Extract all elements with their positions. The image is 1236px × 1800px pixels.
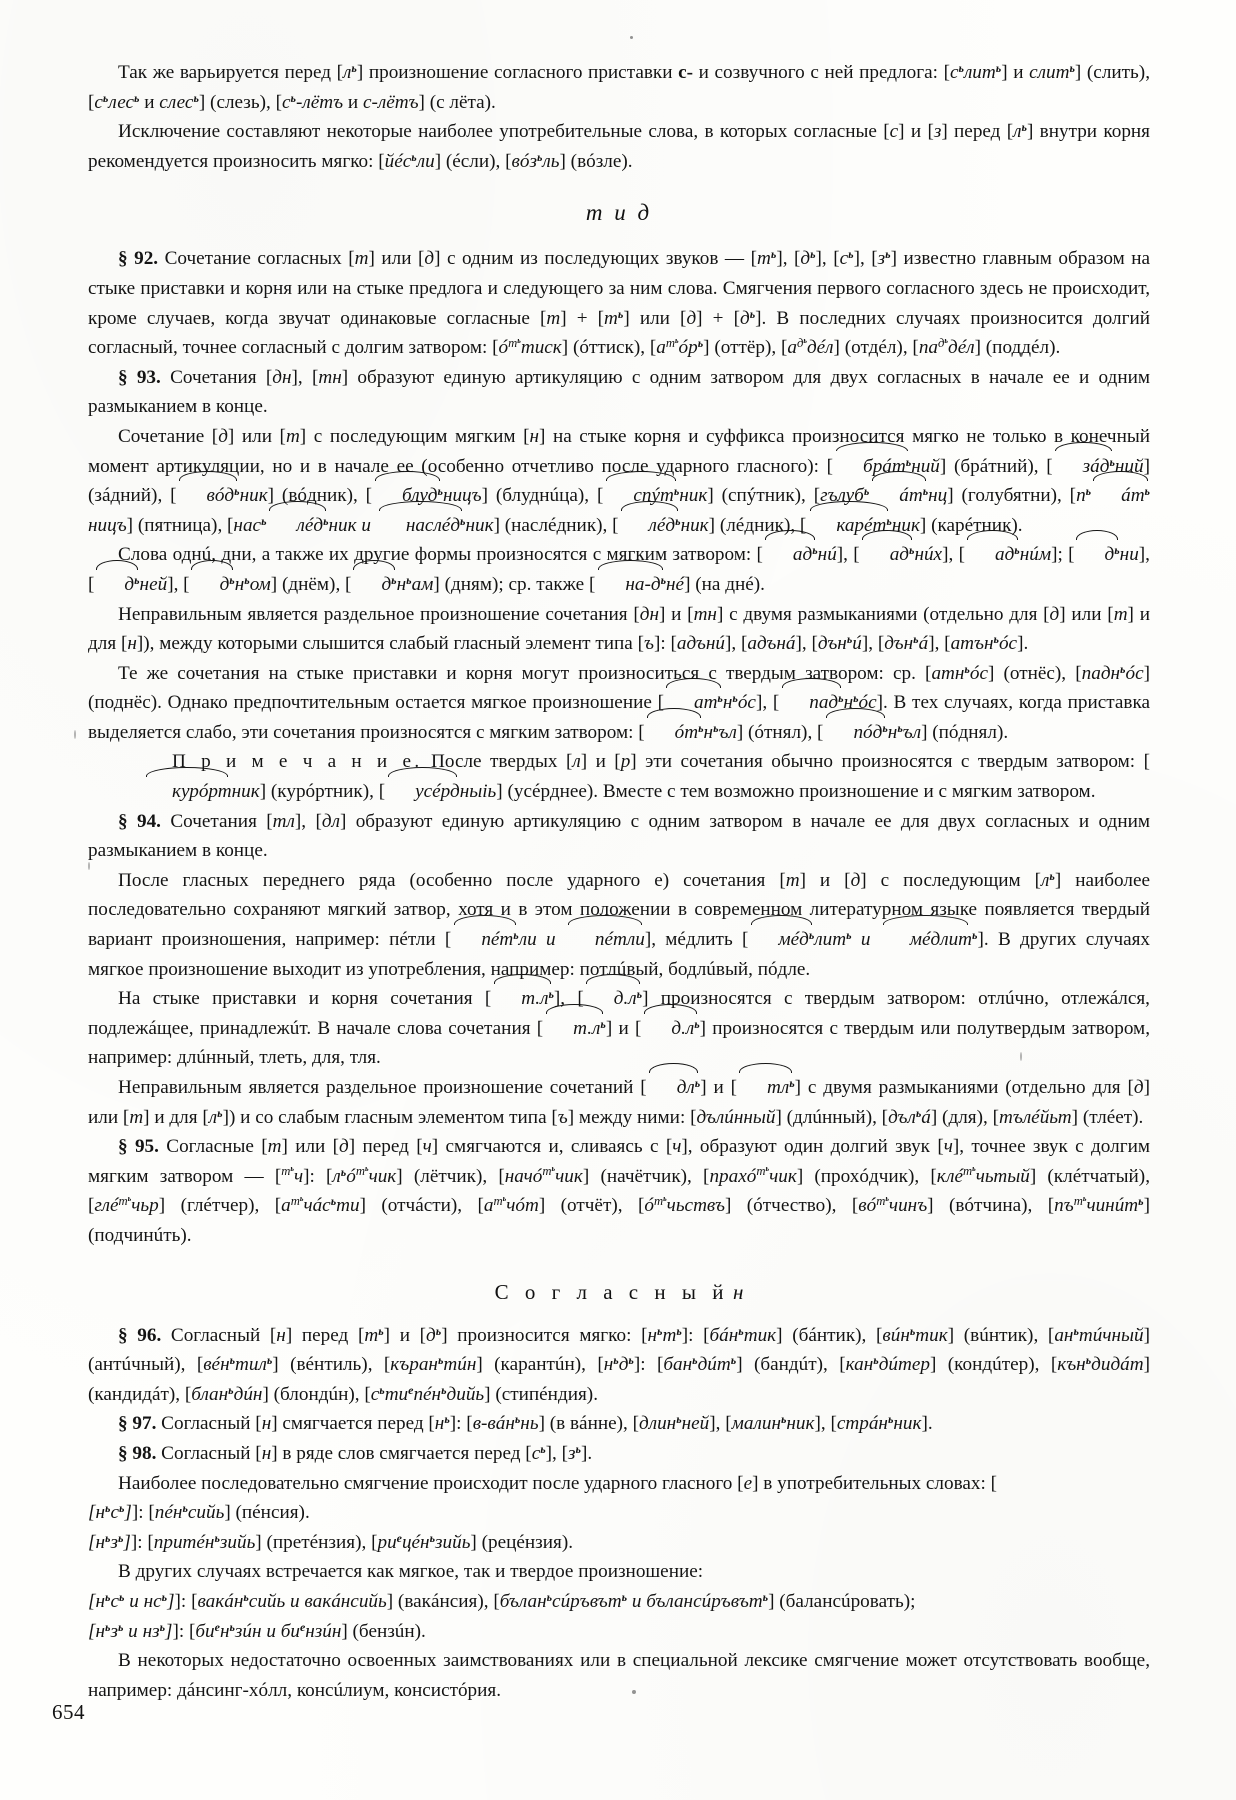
transcription: $а^{д^ь}дéл$ [787, 335, 834, 359]
transcription: блан$^ь$дúн [191, 1382, 263, 1405]
superscript-cluster: ть [508, 335, 521, 350]
transcription: тн [318, 366, 342, 388]
transcription [641, 1018, 699, 1039]
superscript-cluster: дь [796, 335, 807, 350]
transcription: [$н^ьс^ь$ и $нс^ь$] [88, 1589, 175, 1612]
transcription: дл [321, 810, 340, 832]
transcription: карéт$^ь$ник [806, 515, 920, 536]
transcription: начó$^{т^ь}$чик [504, 1164, 583, 1187]
tie-arc: пéтли [565, 925, 645, 955]
transcription [543, 1018, 606, 1039]
tie-arc: $д^ь$ [190, 570, 235, 600]
transcription: $с^ь$ [839, 247, 854, 270]
tie-arc: вóд$^ь$ [177, 481, 240, 511]
transcription: $д^ь$ [426, 1323, 442, 1346]
transcription: т [285, 425, 300, 447]
transcription [737, 1077, 795, 1098]
transcription: н [261, 1442, 272, 1464]
transcription: д [1049, 603, 1060, 625]
transcription: адънú [676, 633, 726, 655]
section-number-93: § 93. [118, 366, 161, 388]
page-number: 654 [52, 1700, 85, 1724]
transcription: ъ [644, 633, 654, 655]
transcription: [$н^ьз^ь$ и $нз^ь$] [88, 1619, 173, 1642]
transcription: $д^ьней$ [94, 574, 167, 595]
section-number-98: § 98. [118, 1442, 157, 1464]
section-number-92: § 92. [118, 248, 159, 270]
section-94-body-2: На стыке приставки и корня сочетания [ $т.л^ь$], [ $д.л^ь$] произносятся с твердым затвором: отлúчно, отлежáлся, подлежáщее, принадлежúт. В начале слова сочетания [ $т.л^ь$] и [ $д.л^ь$] произносятся с твердым или полутвердым затвором, например: длúнный, тлеть, для, тля. [88, 984, 1150, 1073]
transcription: е [743, 1472, 753, 1494]
transcription: т [1113, 603, 1128, 625]
transcription: $н^ь$ [434, 1412, 450, 1435]
tie-arc: $т.л^ь$ [491, 984, 554, 1014]
transcription: стрáн$^ь$ник [836, 1412, 922, 1435]
transcription: $с^ь$-лётъ [282, 90, 344, 113]
transcription: тълéйьт [999, 1106, 1072, 1128]
transcription: $^{т^ь}$ч [281, 1164, 304, 1187]
section-heading-t-and-d [88, 198, 1150, 228]
section-heading-text: С о г л а с н ы й [494, 1279, 729, 1304]
transcription: $ат^ьн^ьóс$ [664, 692, 756, 713]
transcription: мéд$^ь$лит$^ь$ и мéдлит$^ь$ [748, 929, 977, 950]
transcription: клé$^{т^ь}$чьтый [936, 1164, 1030, 1187]
section-93: § 93. Сочетания [дн], [тн] образуют единую артикуляцию с одним затвором для двух согласных в начале ее и одним размыканием в конце. [88, 366, 1150, 418]
transcription: л [572, 751, 581, 773]
transcription: адънá [747, 633, 796, 655]
section-97: § 97. Согласный [н] смягчается перед $[н^ь]$: [в-вáн$^ь$нь] (в вáнне), [длин$^ь$ней], [малин$^ь$ник], [стрáн$^ь$ник]. [118, 1412, 933, 1435]
superscript-cluster: ть [290, 1193, 304, 1209]
transcription: дн [639, 603, 659, 625]
tie-arc: $ат^ь$ [664, 688, 723, 718]
transcription: р [620, 751, 631, 773]
transcription: $п^ь$ $áт^ьницъ$ [88, 485, 1150, 536]
transcription: с-лётъ [362, 91, 419, 113]
transcription: д [1133, 1077, 1144, 1098]
transcription: $ад^ьнúм$ [965, 544, 1051, 565]
transcription: $ад^ьнú$ [763, 544, 837, 565]
transcription: $д^ьн^ьам$ [351, 574, 433, 595]
tie-arc: спýт$^ь$ [603, 481, 679, 511]
section-98-body-1: Наиболее последовательно смягчение происходит после ударного гласного [е] в употребительных словах: [ [118, 1472, 998, 1494]
section-98-example-4: [$н^ьз^ь$ и $нз^ь$]]: [$би^ен^ьзúн$ и $би^ензúн$] (бензúн). [88, 1619, 426, 1642]
superscript-cluster: ть [756, 1164, 770, 1179]
tie-arc: усéрд [385, 777, 460, 807]
note-label: П р и м е ч а н и е. [172, 751, 423, 773]
tie-arc: $на-д^ь$ [595, 570, 666, 600]
transcription: спýт$^ь$ник [603, 485, 707, 506]
section-98-example-3: [$н^ьс^ь$ и $нс^ь$]]: [вакáн$^ь$сийь и вакáнсийь] (вакáнсия), [бълан$^ь$сúръвът$^ь$ и бълансúръвът$^ь$] (балансúровать); [88, 1589, 916, 1612]
transcription: вóз$^ь$ль [511, 149, 560, 172]
superscript-cluster: ть [665, 335, 679, 350]
section-number-96: § 96. [118, 1324, 162, 1346]
tie-arc: блуд$^ь$ [372, 481, 443, 511]
transcription: глé$^{т^ь}$чьр [94, 1193, 159, 1217]
scan-speck [74, 730, 76, 739]
section-93-body-3: Неправильным является раздельное произношение сочетания [дн] и [тн] с двумя размыканиями (отдельно для [д] или [т] и для [н]), между которыми слышится слабый гласный элемент типа [ъ]: [адънú], [адънá], [дън$^ь$ú], [дън$^ь$á], [атън$^ь$óс]. [88, 603, 1150, 655]
superscript-cluster: ть [1073, 1193, 1087, 1209]
tie-arc: пóд$^ь$ [823, 718, 887, 748]
tie-arc: $д.л^ь$ [641, 1014, 699, 1044]
tie-arc: брáт$^ь$ [833, 452, 911, 482]
transcription: $а^{т^ь}чáс^ьти$ [281, 1193, 360, 1217]
transcription: вóд$^ь$ник [177, 485, 268, 506]
transcription: $[н^ьз^ь]$ [88, 1530, 131, 1553]
tie-arc: мéдлит [880, 925, 972, 955]
tie-arc: наслéд$^ь$ [376, 511, 466, 541]
section-98-body-2: В других случаях встречается как мягкое, так и твердое произношение: [118, 1561, 704, 1583]
tie-arc: $д^ь$ [1075, 540, 1120, 570]
transcription: зáд$^ь$ний [1053, 456, 1144, 477]
transcription: дън$^ь$á [884, 631, 929, 655]
transcription: $т^ь$ [364, 1323, 384, 1346]
tie-arc: $áт^ь$ [1091, 481, 1150, 511]
transcription: в-вáн$^ь$нь [472, 1412, 539, 1435]
scan-speck [630, 36, 633, 39]
tie-arc: $д^ь$ [351, 570, 396, 600]
transcription: $з^ь$ [568, 1441, 581, 1464]
transcription: $а^{т^ь}óр^ь$ [656, 335, 704, 359]
tie-arc: $дл^ь$ [647, 1073, 701, 1103]
transcription: дълúнный [696, 1106, 776, 1128]
transcription: курóртник [142, 781, 260, 802]
transcription: $д^ьни$ [1075, 544, 1139, 565]
transcription: $óт^ьн^ьъл$ [645, 722, 737, 743]
tie-arc: лéд$^ь$ [267, 511, 329, 541]
transcription: бан$^ь$дúт$^ь$ [663, 1352, 737, 1376]
note-block-1: П р и м е ч а н и е. После твердых [л] и [р] эти сочетания обычно произносятся с твердым затвором: [курóртник] (курóртник), [ усéрдныiь] (усéрднее). Вместе с тем возможно произношение и с мягким затвором. [142, 747, 1150, 806]
transcription: лéд$^ь$ник [619, 515, 709, 536]
superscript-cluster: дь [938, 335, 948, 350]
tie-arc: пéт$^ь$ [451, 925, 518, 955]
tie-arc: зáд$^ь$ [1053, 452, 1115, 482]
tie-arc: $д.л^ь$ [584, 984, 642, 1014]
section-94-body-1: После гласных переднего ряда (особенно после ударного е) сочетания [т] и [д] с последующим $[л^ь]$ наиболее последовательно сохраняют мягкий затвор, хотя и в этом положении в современном литературном языке появляется твердый вариант произношения, например: пéтли [ пéт$^ь$ли и пéтли], мéдлить [ мéд$^ь$лит$^ь$ и мéдлит$^ь$]. В других случаях мягкое произношение выходит из употребления, например: потлúвый, бодлúвый, пóдле. [88, 868, 1151, 980]
transcription: д [424, 248, 435, 270]
paragraph-continuation-2: Исключение составляют некоторые наиболее употребительные слова, в которых согласные [с] и [з] перед $[л^ь]$ внутри корня рекомендуется произносить мягко: [йéс$^ь$ли] (éсли), [вóз$^ь$ль] (вóзле). [88, 120, 1151, 172]
transcription: т [129, 1106, 144, 1128]
tie-arc: мéд$^ь$ [748, 925, 814, 955]
tie-arc: лéд$^ь$ [619, 511, 681, 541]
transcription: $з^ь$ [877, 247, 891, 270]
section-94-body-3: Неправильным является раздельное произношение сочетаний [ $дл^ь$] и [ $тл^ь$] с двумя размыканиями (отдельно для [д] или [т] и для $[л^ь]$) и со слабым гласным элементом типа [ъ] между ними: [дълúнный] (длúнный), [дъл$^ь$á] (для), [тълéйьт] (тлéет). [88, 1073, 1150, 1132]
transcription: д [339, 1136, 349, 1158]
transcription: $би^ен^ьзúн$ и $би^ензúн$ [195, 1619, 342, 1642]
transcription: т [267, 1136, 282, 1158]
transcription: т [354, 248, 369, 270]
transcription: ч [672, 1136, 682, 1158]
superscript-cluster: ть [355, 1164, 369, 1179]
transcription: тл [272, 810, 295, 832]
transcription: $ó^{т^ь}чьствъ$ [644, 1193, 725, 1217]
section-93-body-2: Слова однú, дни, а также их другие формы произносятся с мягким затвором: [ $ад^ьнú$], [ $ад^ьнúх$], [ $ад^ьнúм$]; [ $д^ьни$], [ $д^ьней$], [ $д^ьн^ьом$] (днём), [ $д^ьн^ьам$] (дням); ср. также [ $на-д^ьнé$] (на днé). [88, 540, 1150, 599]
transcription: $л^ь$ [1041, 868, 1055, 891]
transcription: прахó$^{т^ь}$чик [709, 1164, 797, 1187]
transcription: $пад^ьн^ьóс$ [779, 692, 876, 713]
transcription [647, 1077, 701, 1098]
transcription: д [850, 869, 861, 891]
transcription [491, 988, 554, 1009]
transcription: пéт$^ь$ли и пéтли [451, 929, 645, 950]
emphasized-prefix: с- [678, 62, 694, 83]
transcription: $[н^ьс^ь]$ [88, 1500, 132, 1524]
tie-arc: карéт$^ь$ [806, 511, 892, 541]
transcription: кан$^ь$дúтер [845, 1352, 930, 1376]
transcription: вúн$^ь$тик [882, 1323, 948, 1346]
transcription: $пъ^{т^ь}чинúт^ь$ [1054, 1193, 1144, 1217]
transcription: нас$^ь$ лéд$^ь$ник и наслéд$^ь$ник [233, 515, 493, 536]
transcription: с [889, 121, 899, 143]
transcription: вакáн$^ь$сийь и вакáнсийь [197, 1589, 387, 1612]
section-number-97: § 97. [118, 1413, 157, 1435]
superscript-cluster: ть [653, 1193, 667, 1209]
section-heading-consonant-n [88, 1277, 1150, 1307]
transcription: дън$^ь$ú [817, 631, 862, 655]
transcription: $с^ь$ [531, 1441, 546, 1464]
transcription: $а^{т^ь}чóт$ [483, 1193, 539, 1217]
transcription: д [686, 307, 697, 329]
transcription: $д^ь$ [800, 247, 816, 270]
transcription: ч [943, 1136, 953, 1158]
superscript-cluster: ть [876, 1193, 889, 1209]
superscript-cluster: ть [542, 1164, 556, 1179]
transcription: т [785, 869, 800, 891]
transcription: $л^ь$ [343, 60, 357, 83]
text-run: Так же варьируется перед [ [118, 62, 343, 83]
superscript-cluster: ть [118, 1193, 132, 1209]
transcription: атн$^ь$óс [931, 661, 988, 684]
transcription: падн$^ь$óс [1081, 661, 1144, 684]
section-93-body-1: Сочетание [д] или [т] с последующим мягким [н] на стыке корня и суффикса произносится мягко не только в конечный момент артикуляции, но и в начале ее (особенно отчетливо после ударного гласного): [ брáт$^ь$ний] (брáтний), [ зáд$^ь$ний] (зáдний), [ вóд$^ь$ник] (вóдник), [ блуд$^ь$ницъ] (блуднúца), [ спýт$^ь$ник] (спýтник), [гълуб$^ь$ $áт^ьнц$] (голубятни), [$п^ь$ $áт^ьницъ$] (пятница), [нас$^ь$ лéд$^ь$ник и наслéд$^ь$ник] (наслéдник), [ лéд$^ь$ник] (лéдник), [ карéт$^ь$ник] (карéтник). [88, 422, 1150, 540]
transcription: гълуб$^ь$ $áт^ьнц$ [820, 485, 947, 506]
transcription: ч [422, 1136, 432, 1158]
tie-arc: курóрт [142, 777, 232, 807]
tie-arc: $ад^ь$ [763, 540, 818, 570]
transcription: $л^ьó^{т^ь}чик$ [332, 1164, 397, 1187]
transcription: $н^ьт^ь$ [647, 1323, 682, 1346]
transcription: з [933, 121, 942, 143]
transcription: $т^ь$ [604, 306, 624, 329]
transcription: кън$^ь$дидáт [1057, 1352, 1144, 1376]
superscript-cluster: ть [493, 1193, 507, 1209]
section-98-example-1: $[н^ьс^ь]$]: [пéн$^ь$сийь] (пéнсия). [88, 1500, 310, 1524]
tie-arc: $ад^ь$ [965, 540, 1020, 570]
transcription: малин$^ь$ник [731, 1412, 815, 1435]
transcription: дн [272, 366, 292, 388]
transcription: слес$^ь$ [159, 90, 199, 113]
transcription: къран$^ь$тúн [390, 1352, 477, 1376]
transcription: притéн$^ь$зийь [153, 1530, 256, 1553]
transcription: т [546, 307, 561, 329]
section-heading-italic-letter: н [732, 1279, 744, 1304]
transcription: $с^ьлес^ь$ [94, 90, 140, 113]
section-98-body-3: В некоторых недостаточно освоенных заимствованиях или в специальной лексике смягчение может отсутствовать вообще, например: дáнсинг-хóлл, консúлиум, консистóрия. [88, 1650, 1150, 1701]
superscript-cluster: ть [281, 1164, 294, 1179]
transcription: вéн$^ь$тил$^ь$ [203, 1352, 273, 1376]
tie-arc: $д^ь$ [94, 570, 139, 600]
transcription: брáт$^ь$ний [833, 456, 940, 477]
transcription: $с^ьлит^ь$ [949, 60, 1002, 83]
section-95: § 95. Согласные [т] или [д] перед [ч] смягчаются и, сливаясь с [ч], образуют один долгий звук [ч], точнее звук с долгим мягким затвором — [$^{т^ь}$ч]: $[л^ьó^{т^ь}чик]$ (лётчик), [начó$^{т^ь}$чик] (начётчик), [прахó$^{т^ь}$чик] (прохóдчик), [клé$^{т^ь}$чьтый] (клéтчатый), [глé$^{т^ь}$чьр] (глéтчер), $[а^{т^ь}чáс^ьти]$ (отчáсти), $[а^{т^ь}чóт]$ (отчёт), $[ó^{т^ь}чьствъ]$ (óтчество), $[вó^{т^ь}чинъ]$ (вóтчина), $[пъ^{т^ь}чинúт^ь]$ (подчинúть). [88, 1136, 1150, 1246]
transcription: д [218, 425, 228, 447]
transcription: атън$^ь$óс [950, 631, 1018, 655]
transcription: блуд$^ь$ницъ [372, 485, 482, 506]
section-number-95: § 95. [118, 1136, 159, 1158]
transcription: $л^ь$ [208, 1105, 223, 1128]
transcription: дъл$^ь$á [888, 1105, 931, 1128]
tie-arc: $тл^ь$ [737, 1073, 795, 1103]
transcription: н [529, 425, 540, 447]
transcription: $па^{д^ь}дéл$ [918, 335, 975, 359]
paragraph-continuation-1: Так же варьируется перед $[л^ь]$ произношение согласного приставки с- и созвучного с ней предлога: $[с^ьлит^ь]$ и слит$^ь$] (слить), [$с^ьлес^ь$ и слес$^ь$] (слезь), [$с^ь$-лётъ и с-лётъ] (с лёта). [88, 60, 1150, 113]
section-94: § 94. Сочетания [тл], [дл] образуют единую артикуляцию с одним затвором в начале ее для двух согласных и одним размыканием в конце. [88, 810, 1150, 862]
transcription: йéс$^ь$ли [384, 149, 435, 172]
section-96: § 96. Согласный [н] перед $[т^ь]$ и $[д^ь]$ произносится мягко: $[н^ьт^ь]$: [бáн$^ь$тик] (бáнтик), [вúн$^ь$тик] (вúнтик), $[ан^ьтúчный]$ (антúчный), [вéн$^ь$тил$^ь$] (вéнтиль), [къран$^ь$тúн] (карантúн), $[н^ьд^ь]$: [бан$^ь$дúт$^ь$] (бандúт), [кан$^ь$дúтер] (кондúтер), [кън$^ь$дидáт] (кандидáт), [блан$^ь$дúн] (блондúн), $[с^ьти^епéн^ьдийь]$ (стипéндия). [88, 1323, 1150, 1405]
transcription: ъ [557, 1106, 568, 1128]
section-92: § 92. Сочетание согласных [т] или [д] с одним из последующих звуков — $[т^ь]$, $[д^ь]$, $[с^ь]$, $[з^ь]$ известно главным образом на стыке приставки и корня или на стыке предлога и следующего за ним слова. Смягчения первого согласного здесь не происходит, кроме случаев, когда звучат одинаковые согласные $[т] + [т^ь]$ или $[д] + [д^ь]$. В последних случаях произносится долгий согласный, точнее согласный с долгим затвором: $[ó^{т^ь}тиск]$ (óттиск), $[а^{т^ь}óр^ь]$ (оттёр), $[а^{д^ь}дéл]$ (отдéл), $[па^{д^ь}дéл]$ (поддéл). [88, 247, 1150, 359]
transcription: слит$^ь$ [1029, 60, 1075, 83]
section-98: § 98. Согласный [н] в ряде слов смягчается перед $[с^ь]$, $[з^ь]$. [118, 1441, 593, 1464]
transcription: н [261, 1413, 272, 1435]
transcription: бáн$^ь$тик [709, 1323, 777, 1346]
transcription: $ó^{т^ь}тиск$ [498, 335, 562, 359]
transcription: $т^ь$ [757, 247, 777, 270]
section-93-body-4: Те же сочетания на стыке приставки и корня могут произноситься с твердым затвором: ср. [атн$^ь$óс] (отнёс), [падн$^ь$óс] (поднёс). Однако предпочтительным остается мягкое произношение [ $ат^ьн^ьóс$], [ $пад^ьн^ьóс$]. В тех случаях, когда приставка выделяется слабо, эти сочетания произносятся с мягким затвором: [ $óт^ьн^ьъл$] (óтнял), [ $пóд^ьн^ьъл$] (пóднял). [88, 659, 1150, 748]
tie-arc: $óт^ь$ [645, 718, 704, 748]
tie-arc: пад$^ь$ [779, 688, 843, 718]
superscript-cluster: ть [963, 1164, 976, 1179]
section-heading-text: т и д [585, 200, 653, 226]
transcription: пéн$^ь$сийь [154, 1500, 225, 1524]
section-number-94: § 94. [118, 810, 161, 832]
tie-arc: $ад^ь$ [860, 540, 915, 570]
transcription: $ад^ьнúх$ [860, 544, 942, 565]
transcription: $н^ьд^ь$ [603, 1352, 634, 1376]
transcription: $вó^{т^ь}чинъ$ [858, 1193, 928, 1217]
transcription: н [276, 1324, 286, 1346]
transcription: тн [693, 603, 717, 625]
tie-arc: $т.л^ь$ [543, 1014, 606, 1044]
transcription: бълан$^ь$сúръвът$^ь$ и бълансúръвът$^ь$ [499, 1589, 769, 1612]
transcription: $д^ь$ [739, 306, 756, 329]
transcription: $д^ьн^ьом$ [190, 574, 271, 595]
transcription: $пóд^ьн^ьъл$ [823, 722, 921, 743]
transcription: $ан^ьтúчный$ [1054, 1323, 1144, 1346]
tie-arc: $áт^ь$ [869, 481, 928, 511]
transcription: усéрдныiь [385, 781, 496, 802]
transcription: $на-д^ьнé$ [595, 574, 684, 595]
transcription: $л^ь$ [1013, 120, 1027, 143]
transcription: длин$^ь$ней [639, 1412, 710, 1435]
section-98-example-2: $[н^ьз^ь]$]: [притéн$^ь$зийь] (претéнзия), $[ри^ецéн^ьзийь]$ (рецéнзия). [88, 1530, 574, 1553]
transcription: $с^ьти^епéн^ьдийь$ [370, 1382, 485, 1405]
page-body [88, 58, 1150, 1705]
transcription: $ри^ецéн^ьзийь$ [377, 1530, 471, 1553]
transcription: н [127, 633, 137, 655]
